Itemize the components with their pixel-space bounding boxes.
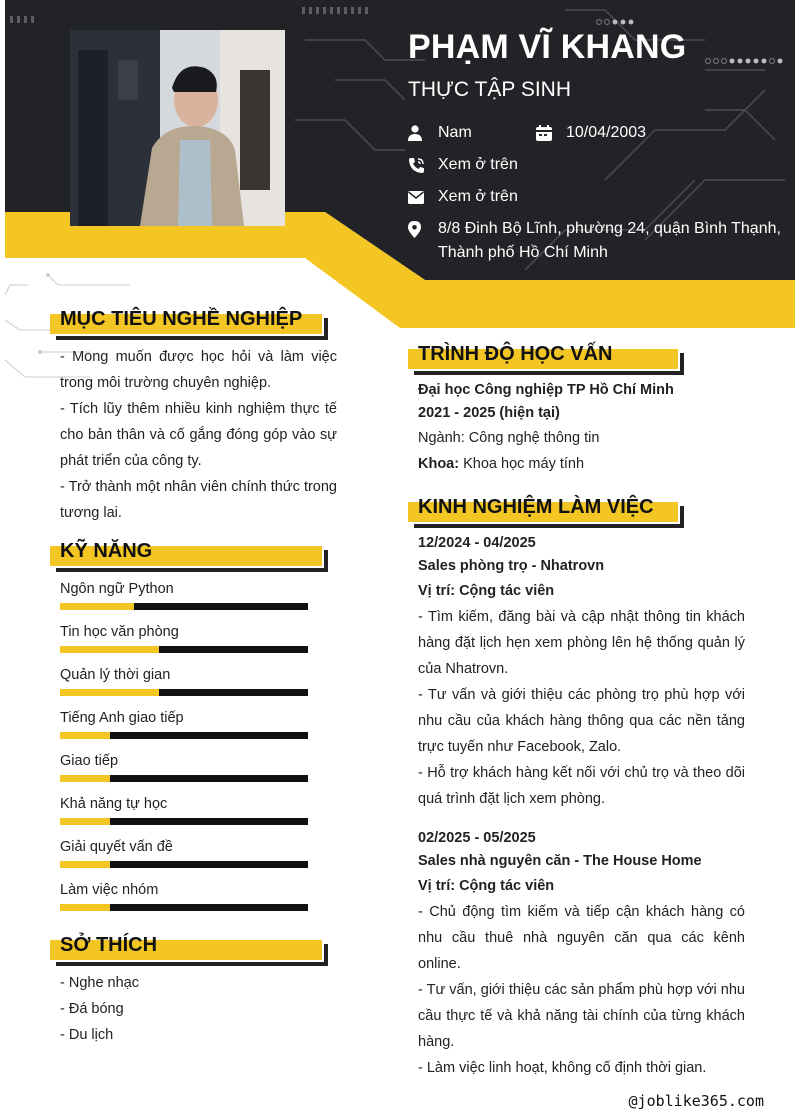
- job-entry: [418, 532, 745, 812]
- skill-item: [60, 578, 308, 610]
- job-entry: [418, 827, 745, 1081]
- skill-label: Giải quyết vấn đề: [60, 839, 173, 855]
- hobby-item: - Nghe nhạc: [60, 975, 139, 991]
- skill-bar: [60, 603, 308, 610]
- address-line-1: 8/8 Đinh Bộ Lĩnh, phường 24, quận Bình Thạnh,: [438, 220, 781, 237]
- faculty-value: Khoa học máy tính: [459, 456, 585, 472]
- job-company: Sales nhà nguyên căn - The House Home: [418, 853, 702, 869]
- candidate-position: THỰC TẬP SINH: [408, 78, 572, 101]
- email-row: [408, 185, 518, 209]
- school-name: Đại học Công nghiệp TP Hồ Chí Minh: [418, 382, 674, 398]
- skill-item: [60, 750, 308, 782]
- study-period: 2021 - 2025 (hiện tại): [418, 405, 560, 421]
- hobby-item: - Đá bóng: [60, 1001, 124, 1017]
- hobby-item: - Du lịch: [60, 1027, 114, 1043]
- skill-bar: [60, 732, 308, 739]
- birthdate-row: [536, 121, 646, 145]
- email-value: Xem ở trên: [438, 188, 518, 205]
- skill-label: Khả năng tự học: [60, 796, 168, 812]
- job-description: [418, 604, 745, 812]
- skill-label: Giao tiếp: [60, 753, 119, 769]
- education-block: [418, 379, 748, 477]
- job-desc-item: - Tìm kiếm, đăng bài và cập nhật thông tin khách hàng đặt lịch hẹn xem phòng lên hệ thống quản lý của Nhatrovn.: [418, 609, 745, 677]
- phone-value: Xem ở trên: [438, 156, 518, 173]
- job-desc-item: - Chủ động tìm kiếm và tiếp cận khách hàng có nhu cầu thuê nhà nguyên căn qua các kênh online.: [418, 904, 745, 972]
- skill-bar: [60, 818, 308, 825]
- job-company: Sales phòng trọ - Nhatrovn: [418, 558, 605, 574]
- hobbies-list: [60, 970, 320, 1048]
- skill-item: [60, 793, 308, 825]
- job-desc-item: - Tư vấn và giới thiệu các phòng trọ phù hợp với nhu cầu của khách hàng thông qua các nền tảng trực tuyến như Facebook, Zalo.: [418, 687, 745, 755]
- skill-item: [60, 879, 308, 911]
- birthdate-value: 10/04/2003: [566, 124, 647, 141]
- major: Ngành: Công nghệ thông tin: [418, 430, 600, 446]
- skill-label: Quản lý thời gian: [60, 667, 171, 683]
- skill-bar: [60, 775, 308, 782]
- objective-item: - Trở thành một nhân viên chính thức trong tương lai.: [60, 479, 337, 521]
- skill-item: [60, 836, 308, 868]
- gender-value: Nam: [438, 124, 472, 141]
- objective-item: - Mong muốn được học hỏi và làm việc trong môi trường chuyên nghiệp.: [60, 349, 337, 391]
- skill-bar: [60, 861, 308, 868]
- address-row: [408, 217, 781, 265]
- skill-item: [60, 707, 308, 739]
- location-icon: [408, 217, 438, 241]
- job-period: 12/2024 - 04/2025: [418, 535, 536, 551]
- skill-label: Ngôn ngữ Python: [60, 581, 174, 597]
- mail-icon: [408, 185, 438, 209]
- address-line-2: Thành phố Hồ Chí Minh: [438, 244, 608, 261]
- skill-bar: [60, 689, 308, 696]
- skill-label: Tin học văn phòng: [60, 624, 179, 640]
- candidate-name: PHẠM VĨ KHANG: [408, 28, 687, 66]
- job-desc-item: - Hỗ trợ khách hàng kết nối với chủ trọ và theo dõi quá trình đặt lịch xem phòng.: [418, 765, 745, 807]
- hobbies-section-title: SỞ THÍCH: [50, 934, 330, 968]
- skill-label: Làm việc nhóm: [60, 882, 159, 898]
- job-desc-item: - Làm việc linh hoạt, không cố định thời gian.: [418, 1060, 707, 1076]
- job-role: Vị trí: Cộng tác viên: [418, 878, 555, 894]
- watermark: @joblike365.com: [628, 1092, 764, 1110]
- phone-icon: [408, 153, 438, 177]
- skill-label: Tiếng Anh giao tiếp: [60, 710, 184, 726]
- faculty-label: Khoa:: [418, 456, 460, 472]
- job-period: 02/2025 - 05/2025: [418, 830, 536, 846]
- skill-bar: [60, 646, 308, 653]
- faculty-row: [418, 451, 748, 477]
- profile-photo: [70, 30, 285, 226]
- skill-bar: [60, 904, 308, 911]
- objective-item: - Tích lũy thêm nhiều kinh nghiệm thực tế cho bản thân và cố gắng đóng góp vào sự phát triển của công ty.: [60, 401, 337, 469]
- experience-section-title: KINH NGHIỆM LÀM VIỆC: [408, 496, 686, 530]
- education-section-title: TRÌNH ĐỘ HỌC VẤN: [408, 343, 686, 377]
- job-role: Vị trí: Cộng tác viên: [418, 583, 555, 599]
- gender-row: [408, 121, 472, 145]
- objective-section-title: MỤC TIÊU NGHỀ NGHIỆP: [50, 308, 330, 342]
- calendar-icon: [536, 121, 566, 145]
- job-description: [418, 899, 745, 1081]
- skill-item: [60, 664, 308, 696]
- job-desc-item: - Tư vấn, giới thiệu các sản phẩm phù hợp với nhu cầu thực tế và khả năng tài chính của từng khách hàng.: [418, 982, 745, 1050]
- skills-section-title: KỸ NĂNG: [50, 540, 330, 574]
- skill-item: [60, 621, 308, 653]
- user-icon: [408, 121, 438, 145]
- objective-text: [60, 344, 337, 526]
- phone-row: [408, 153, 518, 177]
